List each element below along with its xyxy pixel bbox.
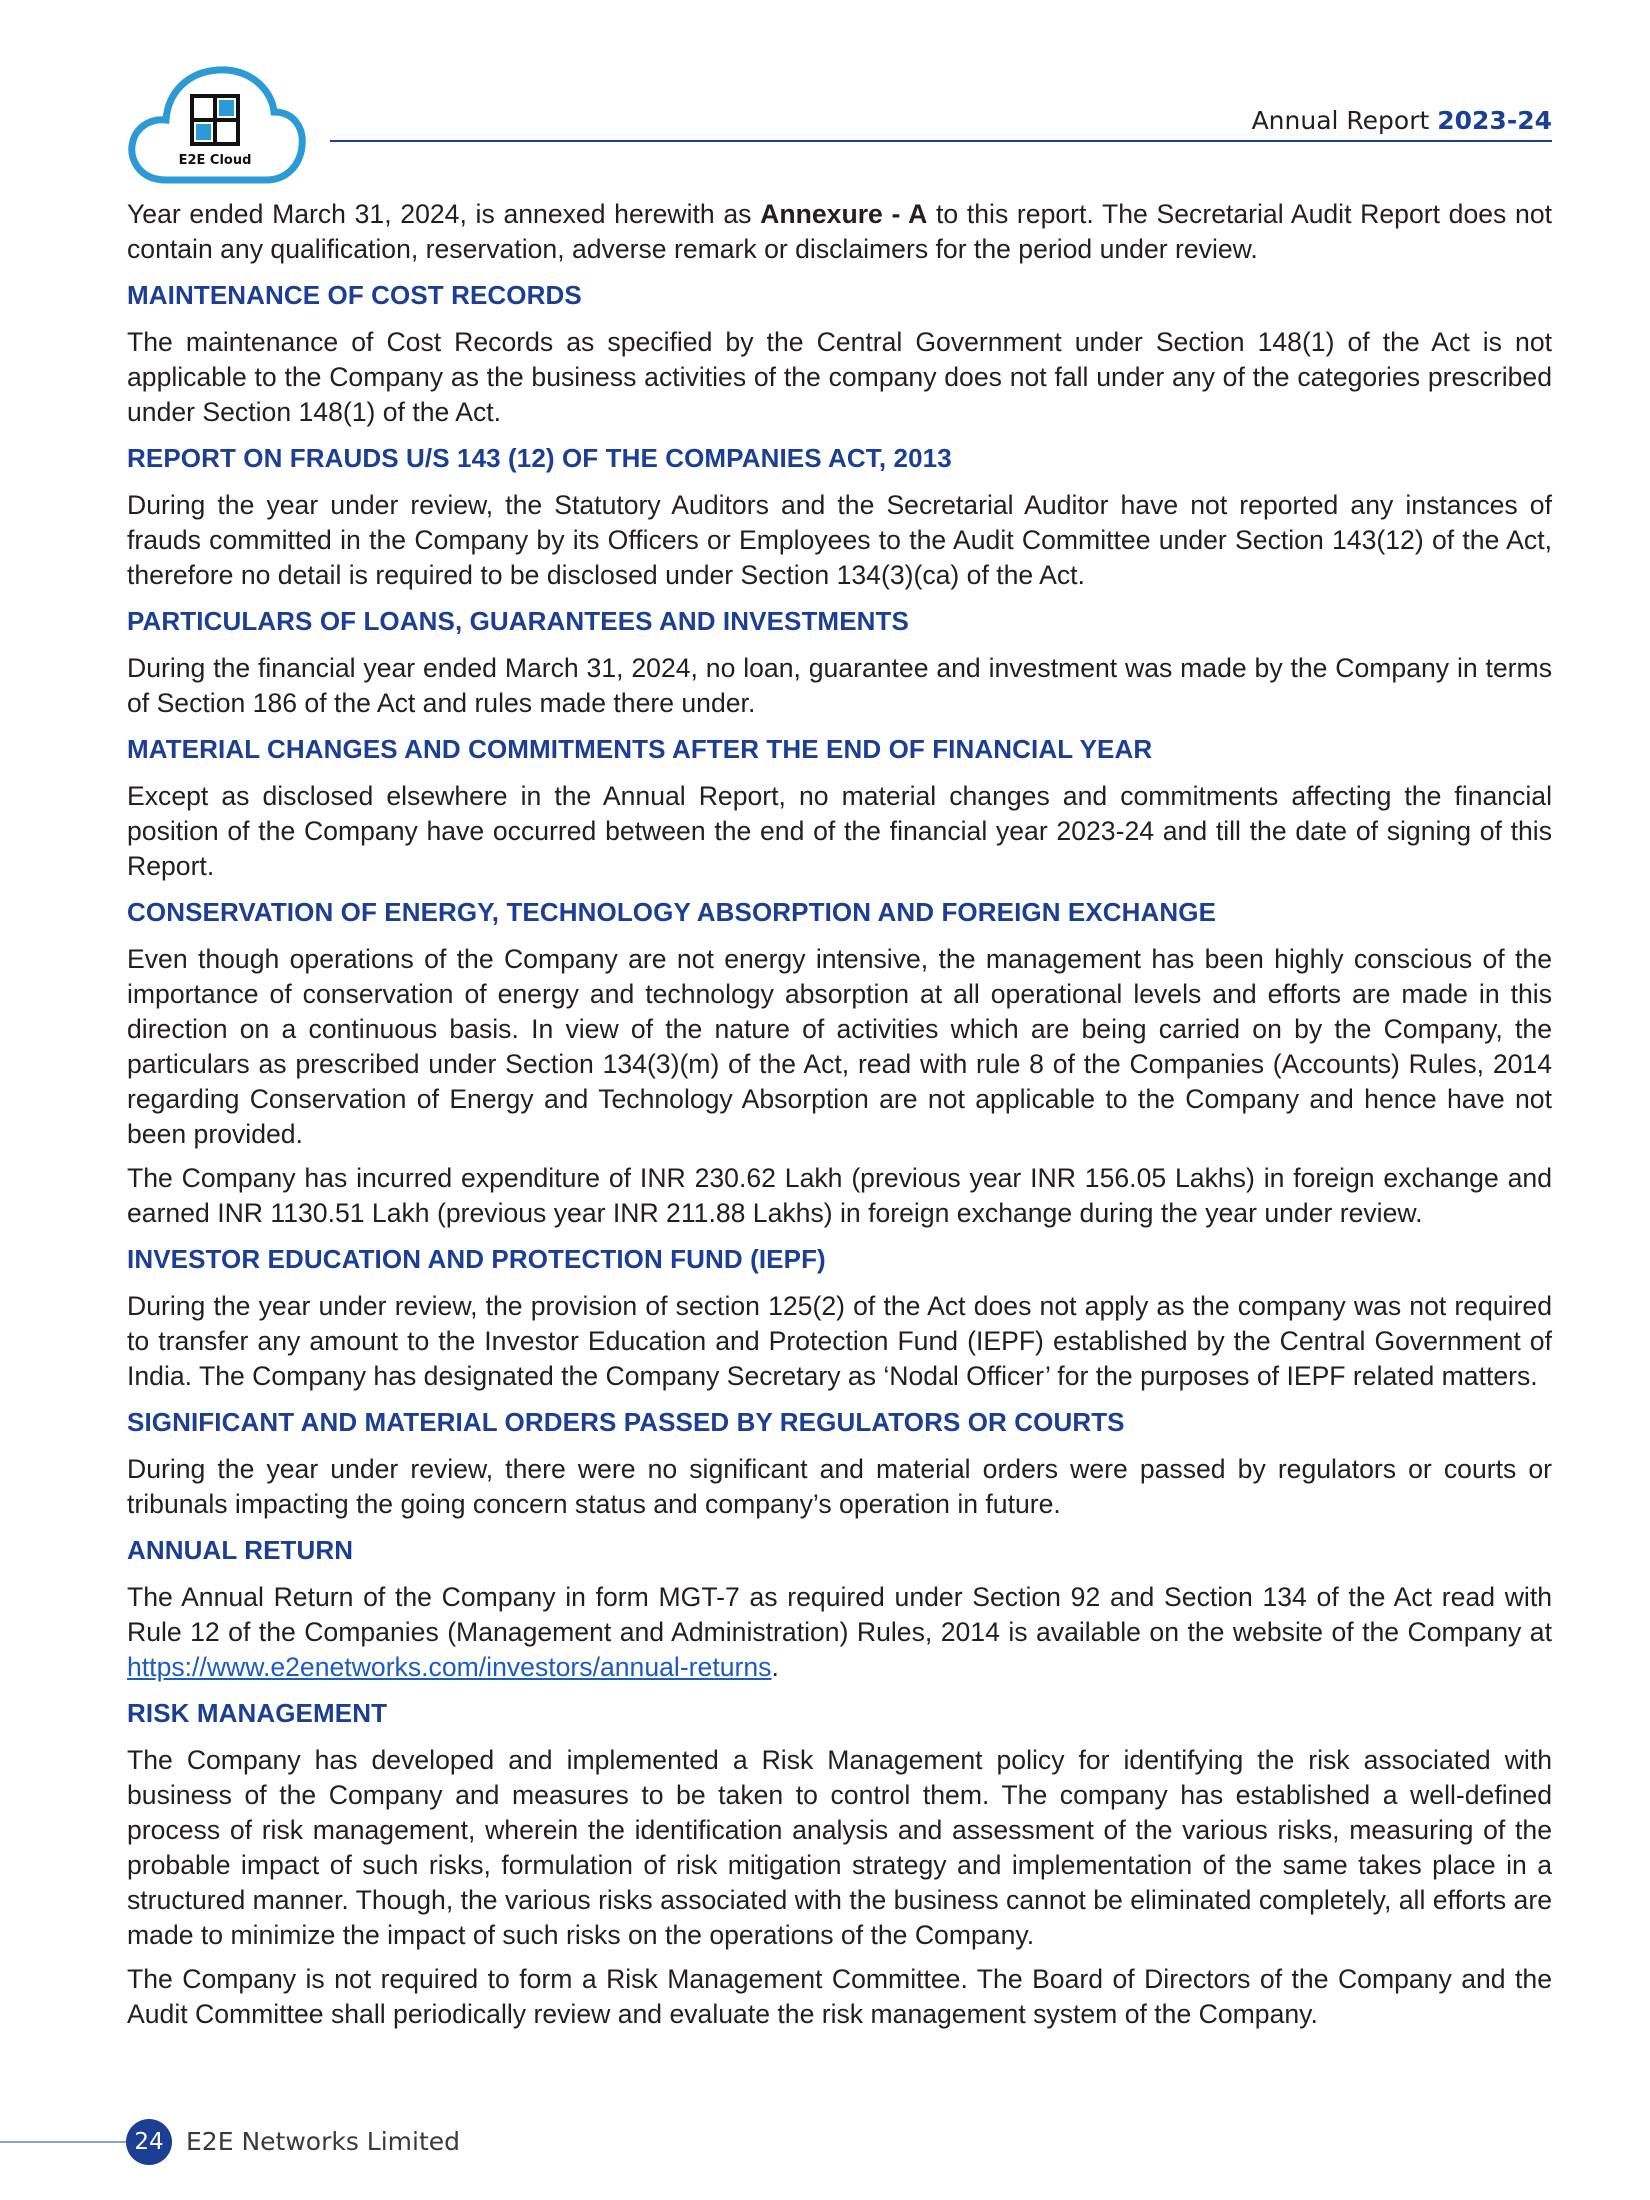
cloud-logo-icon	[126, 62, 308, 186]
loans-paragraph: During the financial year ended March 31, 2024, no loan, guarantee and investment was made by the Company in terms of Section 186 of the Act and rules made there under.	[127, 653, 1552, 718]
energy-paragraph-2: The Company has incurred expenditure of INR 230.62 Lakh (previous year INR 156.05 Lakhs) in foreign exchange and earned INR 1130.51 Lakh (previous year INR 211.88 Lakhs) in foreign exchange during the year under review.	[127, 1163, 1552, 1228]
heading-orders: SIGNIFICANT AND MATERIAL ORDERS PASSED BY REGULATORS OR COURTS	[127, 1407, 1125, 1437]
iepf-paragraph: During the year under review, the provision of section 125(2) of the Act does not apply as the company was not required to transfer any amount to the Investor Education and Protection Fund (IEPF) established by the Central Government of India. The Company has designated the Company Secretary as ‘Nodal Officer’ for the purposes of IEPF related matters.	[127, 1291, 1552, 1391]
heading-annual-return: ANNUAL RETURN	[127, 1535, 354, 1565]
report-label: Annual Report	[1251, 106, 1430, 135]
logo-text: E2E Cloud	[178, 153, 252, 168]
intro-text-start: Year ended March 31, 2024, is annexed herewith as	[127, 199, 761, 229]
intro-paragraph	[127, 197, 1552, 267]
material-changes-paragraph: Except as disclosed elsewhere in the Annual Report, no material changes and commitments affecting the financial position of the Company have occurred between the end of the financial year 2023-24 and till the date of signing of this Report.	[127, 781, 1552, 881]
annual-return-text: The Annual Return of the Company in form MGT-7 as required under Section 92 and Section 134 of the Act read with Rule 12 of the Companies (Management and Administration) Rules, 2014 is available on the website of the Company at	[127, 1582, 1552, 1647]
intro-text-end: to this report. The Secretarial Audit Report does not contain any qualification, reservation, adverse remark or disclaimers for the period under review.	[127, 199, 1553, 264]
risk-paragraph-2: The Company is not required to form a Risk Management Committee. The Board of Directors of the Company and the Audit Committee shall periodically review and evaluate the risk management system of the Company.	[127, 1964, 1552, 2029]
page-number: 24	[126, 2119, 172, 2165]
e2e-cloud-logo	[126, 62, 308, 186]
footer-company-name: E2E Networks Limited	[186, 2127, 461, 2156]
heading-risk-management: RISK MANAGEMENT	[127, 1698, 388, 1728]
energy-paragraph-1: Even though operations of the Company are not energy intensive, the management has been highly conscious of the importance of conservation of energy and technology absorption at all operational levels and efforts are made in this direction on a continuous basis. In view of the nature of activities which are being carried on by the Company, the particulars as prescribed under Section 134(3)(m) of the Act, read with rule 8 of the Companies (Accounts) Rules, 2014 regarding Conservation of Energy and Technology Absorption are not applicable to the Company and hence have not been provided.	[127, 944, 1552, 1149]
page-content	[127, 197, 1552, 2041]
report-title	[1252, 106, 1552, 135]
orders-paragraph: During the year under review, there were no significant and material orders were passed by regulators or courts or tribunals impacting the going concern status and company’s operation in future.	[127, 1454, 1552, 1519]
risk-paragraph-1: The Company has developed and implemented a Risk Management policy for identifying the risk associated with business of the Company and measures to be taken to control them. The company has established a well-defined process of risk management, wherein the identification analysis and assessment of the various risks, measuring of the probable impact of such risks, formulation of risk mitigation strategy and implementation of the same takes place in a structured manner. Though, the various risks associated with the business cannot be eliminated completely, all efforts are made to minimize the impact of such risks on the operations of the Company.	[127, 1745, 1552, 1950]
heading-energy-conservation: CONSERVATION OF ENERGY, TECHNOLOGY ABSORPTION AND FOREIGN EXCHANGE	[127, 897, 1217, 927]
heading-frauds: REPORT ON FRAUDS U/S 143 (12) OF THE COMPANIES ACT, 2013	[127, 443, 952, 473]
heading-iepf: INVESTOR EDUCATION AND PROTECTION FUND (IEPF)	[127, 1244, 826, 1274]
annual-return-text-end: .	[771, 1652, 779, 1682]
header-rule	[330, 140, 1552, 142]
heading-material-changes: MATERIAL CHANGES AND COMMITMENTS AFTER THE END OF FINANCIAL YEAR	[127, 734, 1153, 764]
annexure-reference: Annexure - A	[760, 199, 928, 229]
footer-rule	[0, 2141, 132, 2143]
report-year: 2023-24	[1437, 106, 1552, 135]
cost-records-paragraph: The maintenance of Cost Records as specified by the Central Government under Section 148(1) of the Act is not applicable to the Company as the business activities of the company does not fall under any of the categories prescribed under Section 148(1) of the Act.	[127, 327, 1552, 427]
annual-returns-link[interactable]: https://www.e2enetworks.com/investors/annual-returns	[127, 1652, 772, 1682]
annual-return-paragraph	[127, 1580, 1552, 1685]
frauds-paragraph: During the year under review, the Statutory Auditors and the Secretarial Auditor have not reported any instances of frauds committed in the Company by its Officers or Employees to the Audit Committee under Section 143(12) of the Act, therefore no detail is required to be disclosed under Section 134(3)(ca) of the Act.	[127, 490, 1552, 590]
heading-loans: PARTICULARS OF LOANS, GUARANTEES AND INVESTMENTS	[127, 606, 909, 636]
heading-cost-records: MAINTENANCE OF COST RECORDS	[127, 280, 582, 310]
